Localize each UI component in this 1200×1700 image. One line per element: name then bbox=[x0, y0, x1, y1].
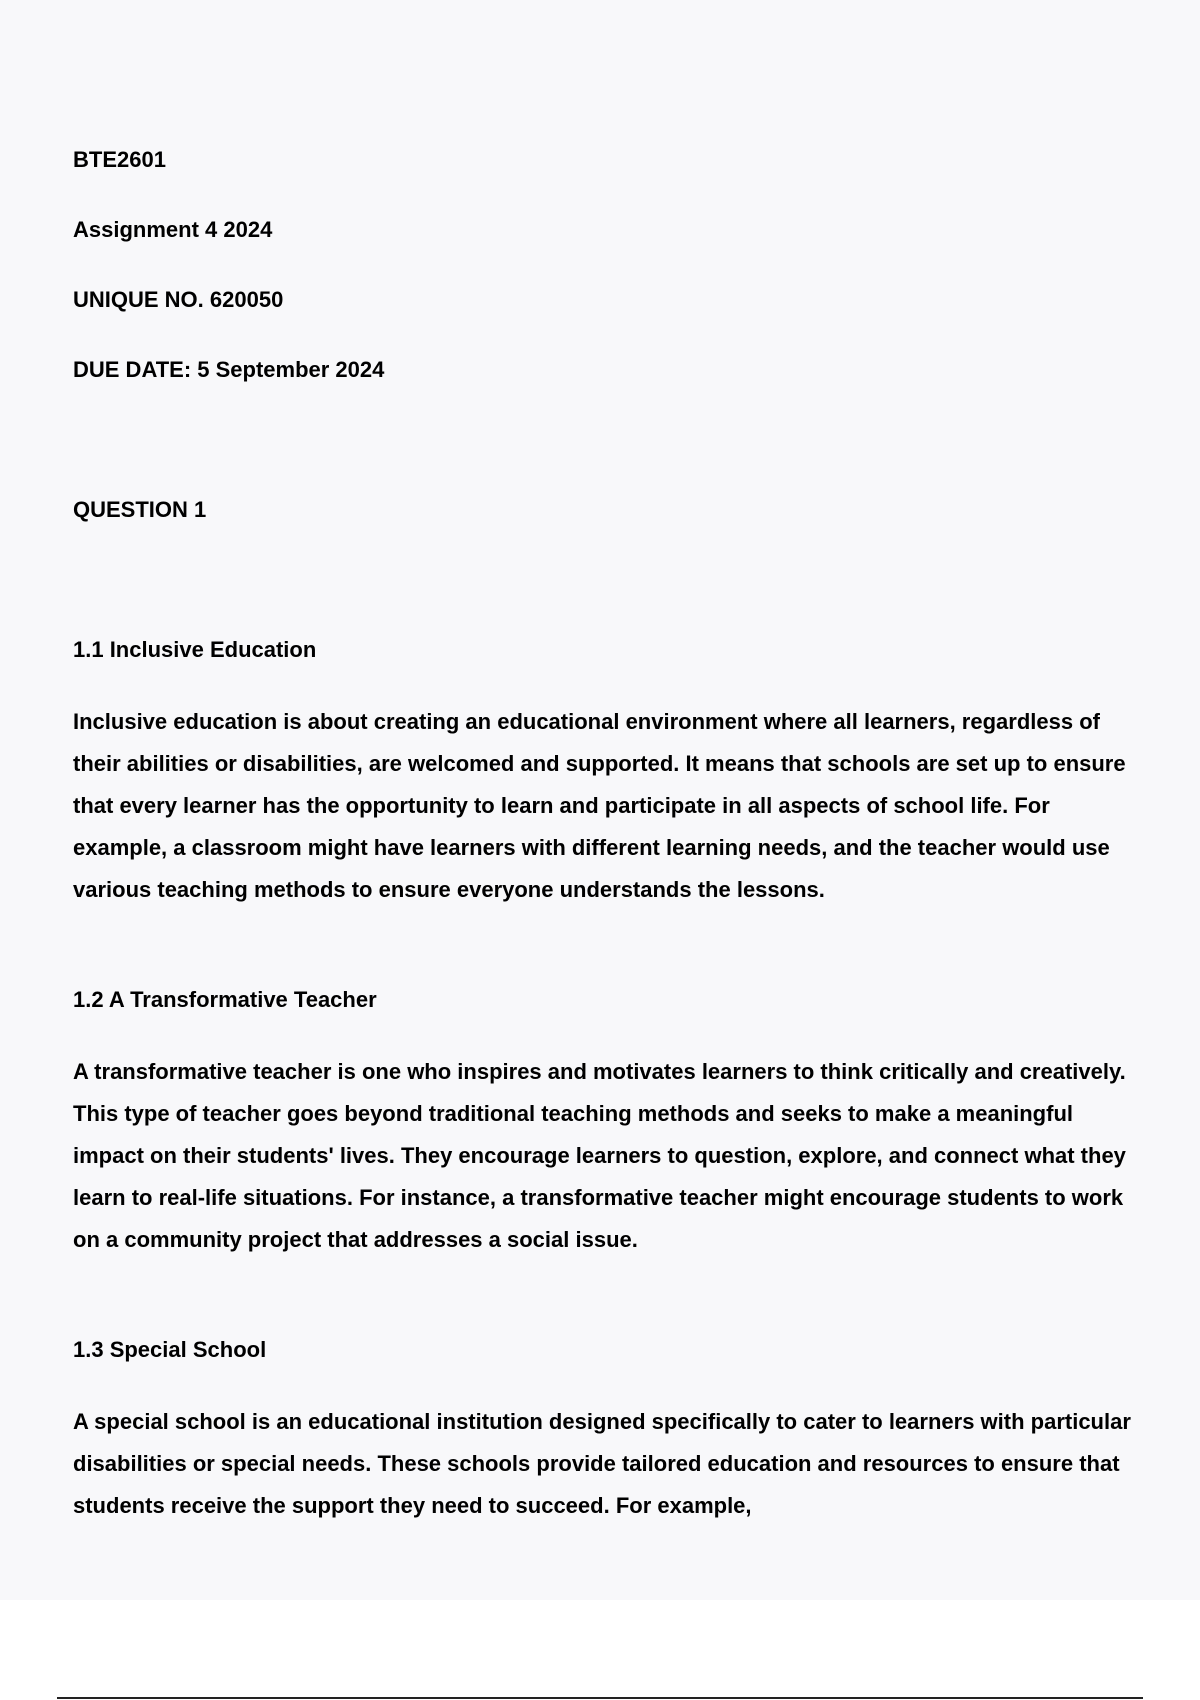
unique-number: UNIQUE NO. 620050 bbox=[73, 287, 284, 312]
section-heading: 1.2 A Transformative Teacher bbox=[73, 987, 377, 1012]
course-code: BTE2601 bbox=[73, 147, 166, 172]
section-body: A special school is an educational institution designed specifically to cater to learners with particular disabilities or special needs. These schools provide tailored education and resources to ensure that students receive the support they need to succeed. For example, bbox=[73, 1409, 1131, 1518]
section-body: A transformative teacher is one who inspires and motivates learners to think critically and creatively. This type of teacher goes beyond traditional teaching methods and seeks to make a meaningful impact on their students' lives. They encourage learners to question, explore, and connect what they learn to real-life situations. For instance, a transformative teacher might encourage students to work on a community project that addresses a social issue. bbox=[73, 1059, 1126, 1252]
section-heading: 1.1 Inclusive Education bbox=[73, 637, 317, 662]
question-title: QUESTION 1 bbox=[73, 497, 207, 522]
due-date: DUE DATE: 5 September 2024 bbox=[73, 357, 385, 382]
page-divider bbox=[57, 1697, 1143, 1699]
section-body: Inclusive education is about creating an educational environment where all learners, regardless of their abilities or disabilities, are welcomed and supported. It means that schools are set up to ensure that every learner has the opportunity to learn and participate in all aspects of school life. For example, a classroom might have learners with different learning needs, and the teacher would use various teaching methods to ensure everyone understands the lessons. bbox=[73, 709, 1126, 902]
section-heading: 1.3 Special School bbox=[73, 1337, 267, 1362]
assignment-title: Assignment 4 2024 bbox=[73, 217, 273, 242]
